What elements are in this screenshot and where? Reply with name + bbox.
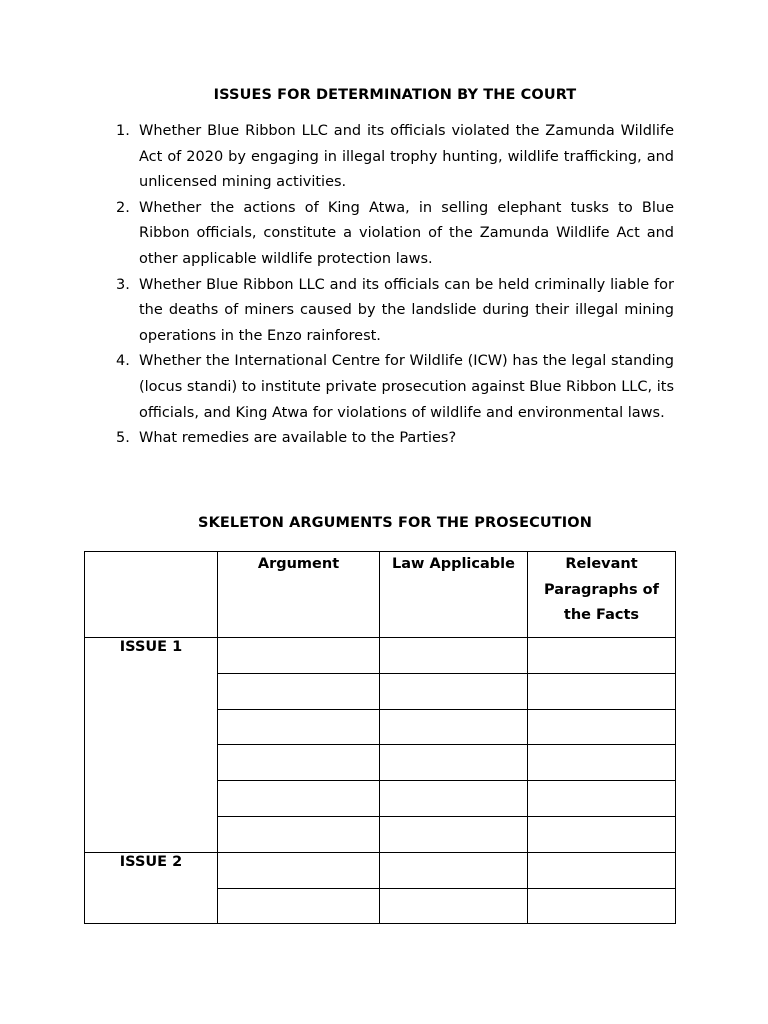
law-cell[interactable]: [380, 888, 528, 924]
table-row: [85, 638, 676, 674]
issue-item: [114, 426, 674, 452]
law-cell[interactable]: [380, 638, 528, 674]
issue-item: [114, 196, 674, 273]
paragraphs-cell[interactable]: [528, 709, 676, 745]
skeleton-heading: SKELETON ARGUMENTS FOR THE PROSECUTION: [198, 515, 592, 531]
issue-number: 4.: [116, 353, 130, 370]
argument-cell[interactable]: [218, 638, 380, 674]
law-cell[interactable]: [380, 816, 528, 852]
table-row: [85, 852, 676, 888]
issue-2-label: ISSUE 2: [85, 852, 218, 924]
header-law-applicable: Law Applicable: [380, 552, 528, 638]
argument-cell[interactable]: [218, 852, 380, 888]
issue-number: 2.: [116, 199, 130, 216]
issue-text: Whether the International Centre for Wildlife (ICW) has the legal standing (locus standi) to institute private prosecution against Blue Ribbon LLC, its officials, and King Atwa for violations of wildlife and environmental laws.: [139, 353, 674, 421]
issues-list: [114, 119, 674, 452]
paragraphs-cell[interactable]: [528, 816, 676, 852]
argument-cell[interactable]: [218, 745, 380, 781]
issue-number: 5.: [116, 430, 130, 447]
issue-text: Whether Blue Ribbon LLC and its officials violated the Zamunda Wildlife Act of 2020 by engaging in illegal trophy hunting, wildlife trafficking, and unlicensed mining activities.: [139, 123, 674, 191]
law-cell[interactable]: [380, 852, 528, 888]
issue-text: Whether Blue Ribbon LLC and its officials can be held criminally liable for the deaths of miners caused by the landslide during their illegal mining operations in the Enzo rainforest.: [139, 276, 674, 344]
issue-item: [114, 119, 674, 196]
issue-item: [114, 273, 674, 350]
table-header-row: [85, 552, 676, 638]
law-cell[interactable]: [380, 781, 528, 817]
argument-cell[interactable]: [218, 816, 380, 852]
argument-cell[interactable]: [218, 888, 380, 924]
paragraphs-cell[interactable]: [528, 745, 676, 781]
law-cell[interactable]: [380, 709, 528, 745]
argument-cell[interactable]: [218, 709, 380, 745]
skeleton-arguments-table: [84, 551, 676, 924]
header-blank-cell: [85, 552, 218, 638]
paragraphs-cell[interactable]: [528, 781, 676, 817]
issue-number: 3.: [116, 276, 130, 293]
issues-heading: ISSUES FOR DETERMINATION BY THE COURT: [213, 87, 577, 103]
issue-text: What remedies are available to the Parties?: [139, 430, 457, 447]
issue-item: [114, 349, 674, 426]
law-cell[interactable]: [380, 745, 528, 781]
paragraphs-cell[interactable]: [528, 888, 676, 924]
paragraphs-cell[interactable]: [528, 638, 676, 674]
issue-text: Whether the actions of King Atwa, in selling elephant tusks to Blue Ribbon officials, constitute a violation of the Zamunda Wildlife Act and other applicable wildlife protection laws.: [139, 199, 674, 267]
argument-cell[interactable]: [218, 673, 380, 709]
paragraphs-cell[interactable]: [528, 852, 676, 888]
header-argument: Argument: [218, 552, 380, 638]
law-cell[interactable]: [380, 673, 528, 709]
issue-number: 1.: [116, 123, 130, 139]
issue-1-label: ISSUE 1: [85, 638, 218, 853]
header-relevant-paragraphs: Relevant Paragraphs of the Facts: [528, 552, 676, 638]
paragraphs-cell[interactable]: [528, 673, 676, 709]
argument-cell[interactable]: [218, 781, 380, 817]
